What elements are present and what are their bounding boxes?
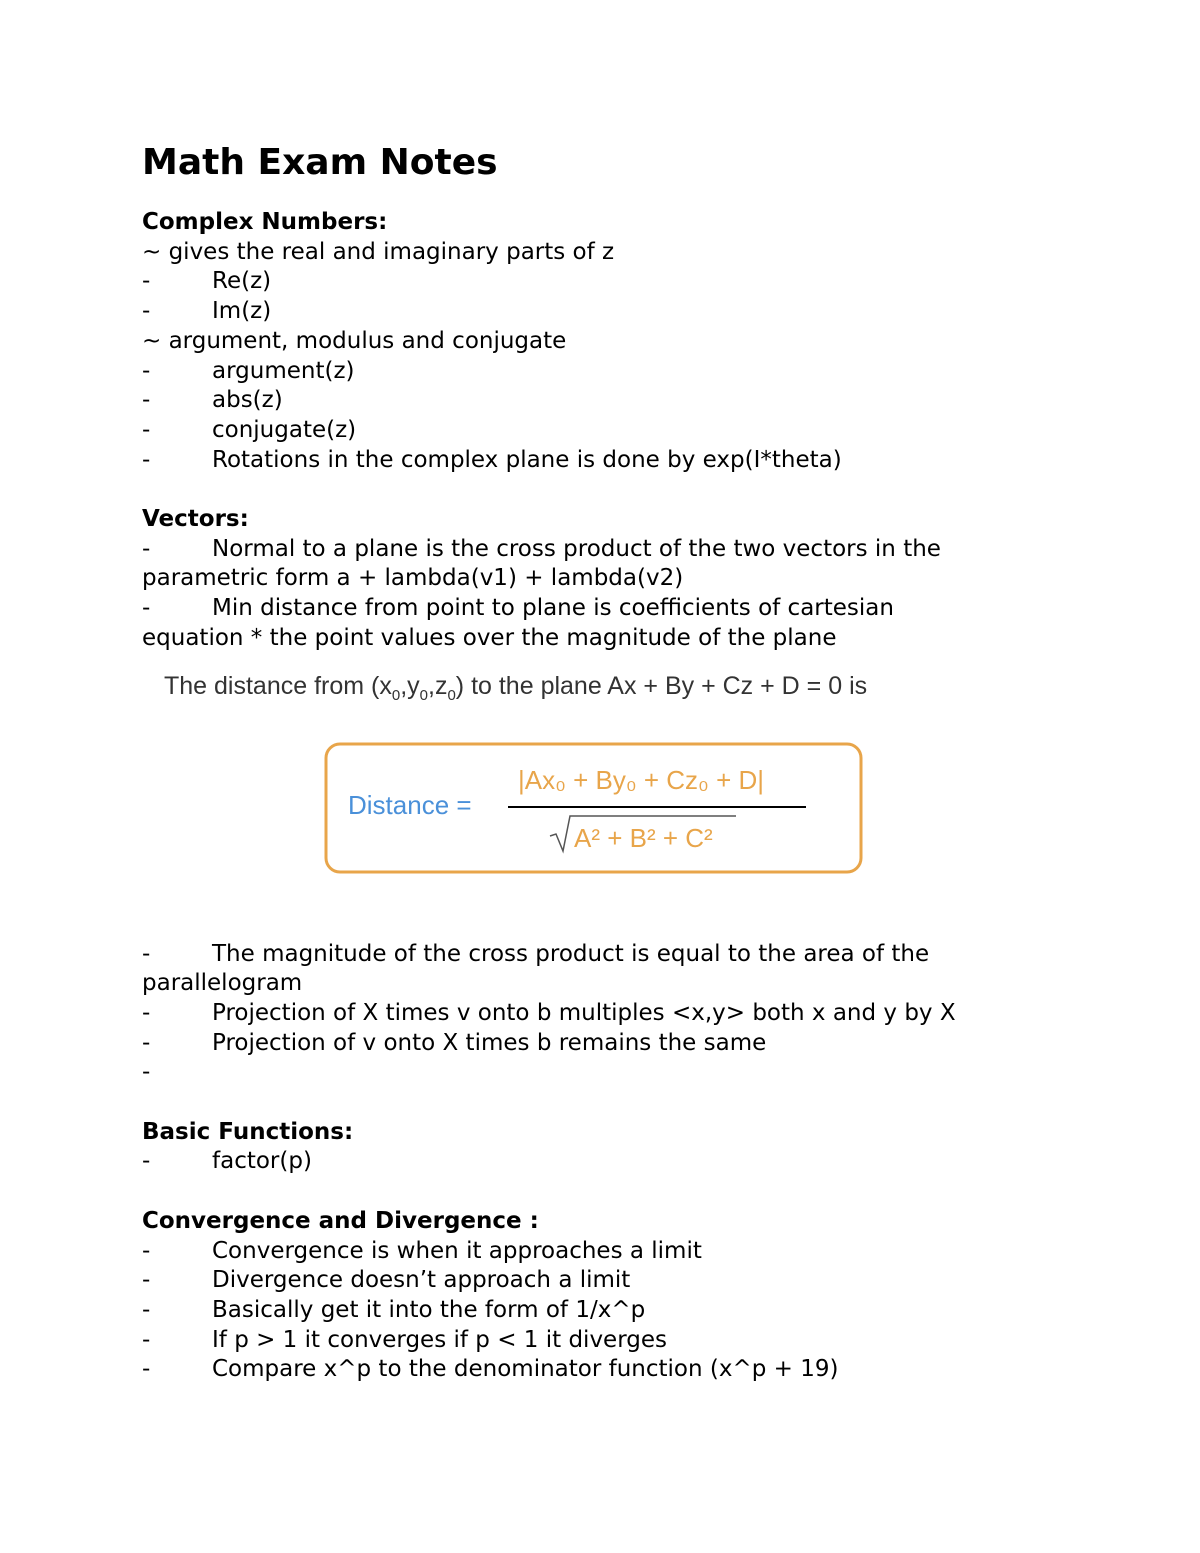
caption-subscript: 0 [419, 686, 428, 704]
section-convergence-divergence [142, 1207, 1062, 1385]
list-item [142, 1058, 1062, 1088]
list-item [142, 357, 1062, 387]
list-item-text: Im(z) [212, 298, 272, 325]
list-item-continuation: parallelogram [142, 970, 303, 997]
list-item [142, 940, 1062, 970]
bullet-dash: - [142, 1356, 151, 1383]
list-item-text: factor(p) [212, 1148, 312, 1175]
bullet-dash: - [142, 1237, 151, 1264]
caption-subscript: 0 [391, 686, 401, 704]
list-item-text: If p > 1 it converges if p < 1 it diverges [212, 1326, 667, 1353]
list-item-text: Compare x^p to the denominator function (x^p + 19) [212, 1356, 839, 1383]
bullet-dash: - [142, 1267, 151, 1294]
bullet-dash: - [142, 1148, 151, 1175]
section-basic-functions [142, 1118, 1062, 1177]
list-item-text: Min distance from point to plane is coefficients of cartesian [212, 595, 894, 622]
bullet-dash: - [142, 940, 151, 967]
formula-lhs: Distance = [348, 789, 472, 820]
list-item [142, 386, 1062, 416]
formula-numerator: |Ax₀ + By₀ + Cz₀ + D| [518, 764, 765, 795]
caption-text: ,z [428, 671, 448, 700]
list-item [142, 1029, 1062, 1059]
caption-subscript: 0 [447, 686, 456, 704]
list-item-text: conjugate(z) [212, 416, 357, 443]
list-item [142, 1355, 1062, 1385]
list-item-text: Re(z) [212, 268, 272, 295]
bullet-dash: - [142, 357, 151, 384]
formula-box-svg [142, 664, 1062, 934]
list-item-text: Divergence doesn’t approach a limit [212, 1267, 631, 1294]
list-item-text: Projection of v onto X times b remains the same [212, 1029, 767, 1056]
caption-text: ,y [400, 671, 420, 700]
list-item [142, 1266, 1062, 1296]
list-item [142, 1326, 1062, 1356]
note-line: ~ argument, modulus and conjugate [142, 327, 567, 354]
bullet-dash: - [142, 446, 151, 473]
page-title: Math Exam Notes [142, 142, 498, 183]
bullet-dash: - [142, 268, 151, 295]
list-item [142, 999, 1062, 1029]
bullet-dash: - [142, 387, 151, 414]
list-item-text: Normal to a plane is the cross product of the two vectors in the [212, 535, 941, 562]
caption-text: ) to the plane Ax + By + Cz + D = 0 is [455, 671, 868, 700]
section-heading: Vectors: [142, 506, 249, 533]
bullet-dash: - [142, 1059, 151, 1086]
list-item [142, 267, 1062, 297]
list-item [142, 1147, 1062, 1177]
spacer [142, 1177, 1062, 1207]
bullet-dash: - [142, 595, 151, 622]
list-item-text: Rotations in the complex plane is done by exp(I*theta) [212, 446, 842, 473]
bullet-dash: - [142, 999, 151, 1026]
list-item [142, 297, 1062, 327]
spacer [142, 1088, 1062, 1118]
document-page [142, 140, 1062, 1385]
note-line: ~ gives the real and imaginary parts of z [142, 238, 615, 265]
spacer [142, 475, 1062, 505]
list-item [142, 1237, 1062, 1267]
list-item [142, 1296, 1062, 1326]
caption-text: The distance from (x [164, 671, 392, 700]
list-item [142, 446, 1062, 476]
list-item-continuation: parametric form a + lambda(v1) + lambda(v2) [142, 565, 684, 592]
bullet-dash: - [142, 298, 151, 325]
list-item-continuation: equation * the point values over the magnitude of the plane [142, 624, 837, 651]
section-heading: Convergence and Divergence : [142, 1207, 539, 1234]
list-item-text: The magnitude of the cross product is equal to the area of the [212, 940, 930, 967]
bullet-dash: - [142, 535, 151, 562]
bullet-dash: - [142, 1296, 151, 1323]
bullet-dash: - [142, 1326, 151, 1353]
list-item-text: Convergence is when it approaches a limit [212, 1237, 702, 1264]
list-item-text: argument(z) [212, 357, 355, 384]
bullet-dash: - [142, 1029, 151, 1056]
formula-denominator: A² + B² + C² [574, 822, 713, 853]
distance-formula-figure [142, 664, 1062, 934]
section-complex-numbers [142, 208, 1062, 475]
list-item [142, 416, 1062, 446]
section-heading: Basic Functions: [142, 1118, 354, 1145]
section-vectors [142, 505, 1062, 1088]
section-heading: Complex Numbers: [142, 209, 388, 235]
list-item [142, 594, 1062, 624]
list-item [142, 535, 1062, 565]
list-item-text: Basically get it into the form of 1/x^p [212, 1296, 646, 1323]
list-item-text: Projection of X times v onto b multiples <x,y> both x and y by X [212, 999, 956, 1026]
bullet-dash: - [142, 416, 151, 443]
list-item-text: abs(z) [212, 387, 283, 414]
